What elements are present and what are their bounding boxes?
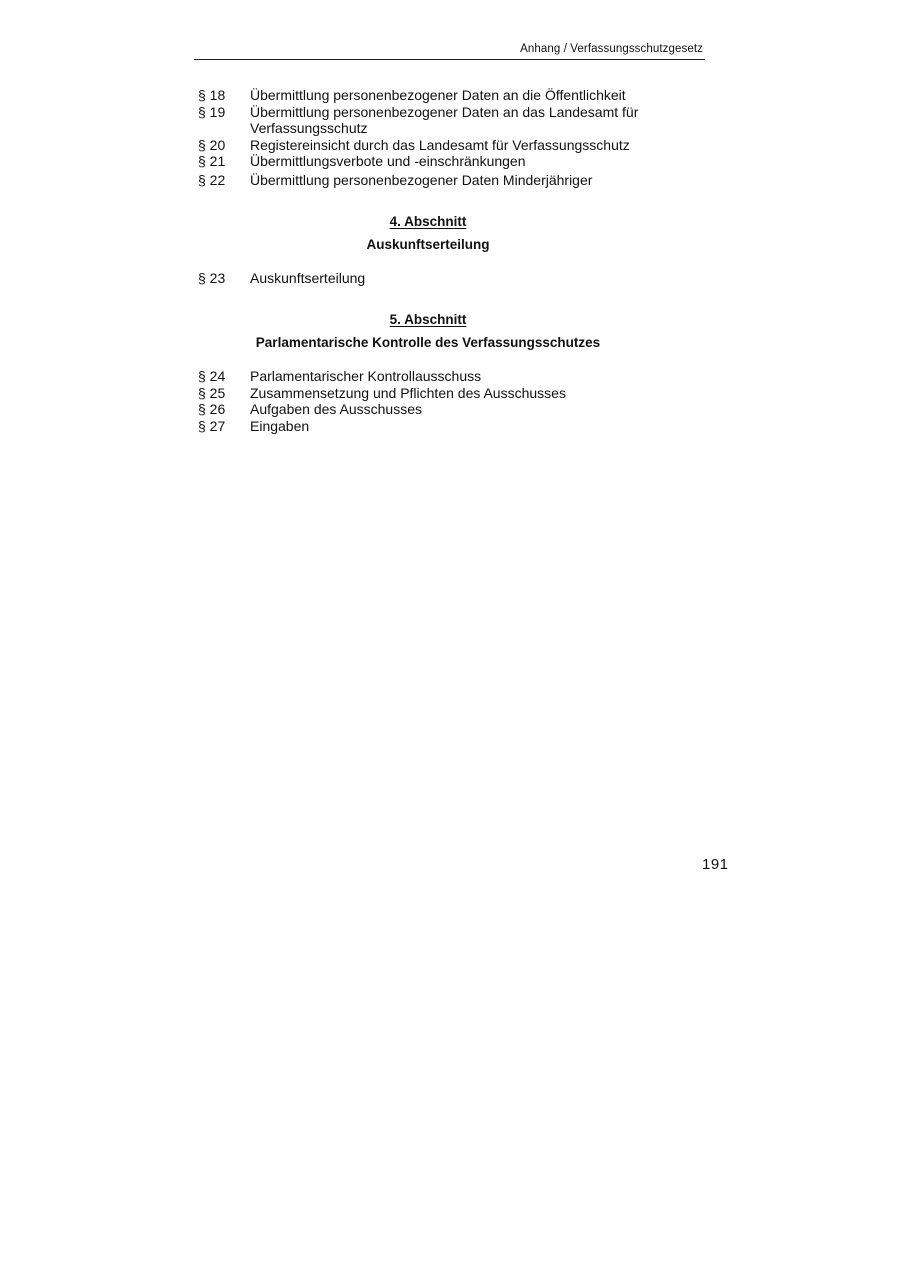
toc-entry-title: Aufgaben des Ausschusses	[250, 401, 423, 418]
toc-entry-number: § 22	[198, 171, 226, 188]
running-header	[194, 42, 705, 60]
toc-entry-title: Registereinsicht durch das Landesamt für Verfassungsschutz	[250, 136, 630, 153]
toc-entry-number: § 23	[198, 270, 226, 286]
toc-entry-title: Übermittlung personenbezogener Daten an die Öffentlichkeit	[250, 87, 626, 103]
section-5-title: Parlamentarische Kontrolle des Verfassungsschutzes	[255, 335, 601, 350]
toc-entry-number: § 20	[198, 136, 226, 153]
toc-entry-title: Parlamentarischer Kontrollausschuss	[250, 368, 482, 384]
running-header-title: Anhang / Verfassungsschutzgesetz	[520, 43, 703, 55]
toc-entry-number: § 18	[198, 87, 226, 103]
toc-list-section-5	[198, 368, 718, 434]
section-5-number: 5. Abschnitt	[389, 312, 467, 327]
toc-entry-number: § 25	[198, 384, 226, 401]
toc-entry-title: Übermittlung personenbezogener Daten an das Landesamt für Verfassungsschutz	[250, 103, 639, 137]
toc-entry	[198, 385, 718, 402]
toc-entry-number: § 21	[198, 153, 226, 170]
toc-entry-number: § 24	[198, 368, 226, 384]
section-4-number: 4. Abschnitt	[389, 214, 467, 229]
toc-entry-title: Übermittlungsverbote und -einschränkungen	[250, 153, 526, 170]
toc-entry	[198, 401, 718, 418]
toc-list-section-3	[198, 87, 718, 189]
toc-entry-number: § 27	[198, 417, 226, 434]
section-5-heading	[194, 311, 662, 351]
toc-entry	[198, 172, 718, 189]
toc-entry	[198, 137, 718, 154]
toc-entry	[198, 418, 718, 435]
section-4-heading	[194, 213, 662, 253]
section-4-title: Auskunftserteilung	[366, 237, 490, 252]
toc-entry-title: Übermittlung personenbezogener Daten Minderjähriger	[250, 171, 593, 188]
toc-list-section-4	[198, 270, 718, 287]
toc-entry-title: Auskunftserteilung	[250, 270, 366, 286]
toc-entry-number: § 26	[198, 401, 226, 418]
toc-entry	[198, 87, 718, 104]
toc-entry	[198, 153, 718, 170]
toc-entry-number: § 19	[198, 103, 226, 120]
toc-entry-title: Eingaben	[250, 417, 310, 434]
toc-entry	[198, 104, 718, 137]
toc-entry	[198, 368, 718, 385]
toc-entry-title: Zusammensetzung und Pflichten des Ausschusses	[250, 384, 566, 401]
toc-entry	[198, 270, 718, 287]
page-number: 191	[702, 856, 729, 873]
